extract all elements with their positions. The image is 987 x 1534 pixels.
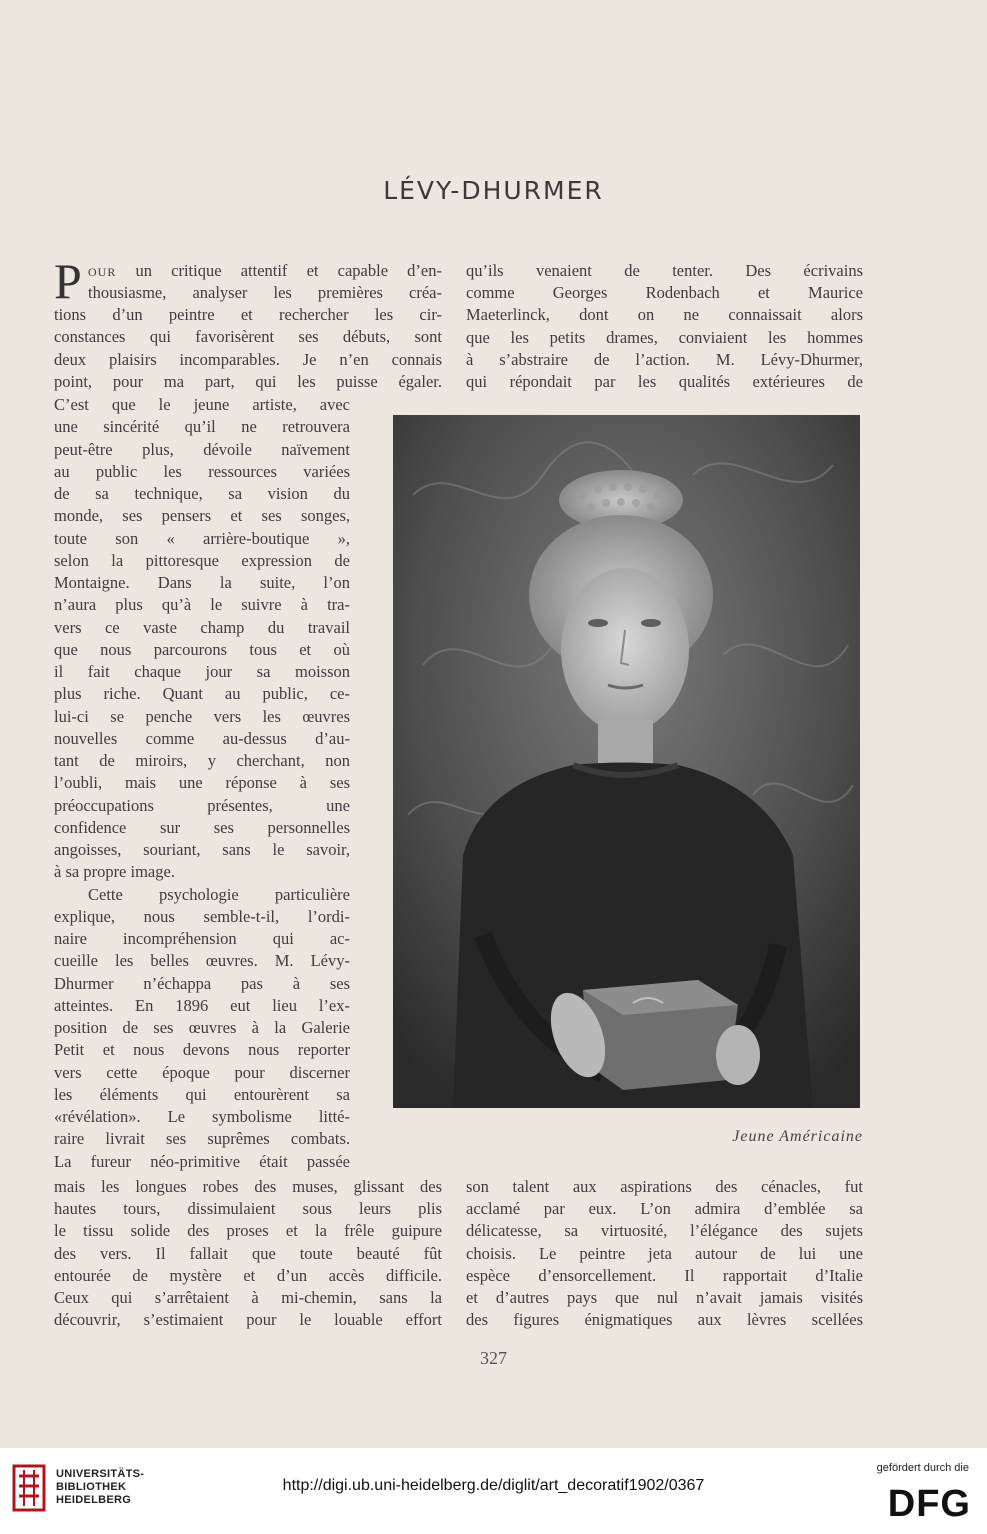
text-line: n’aura plus qu’à le suivre à tra-: [54, 595, 350, 615]
funded-by-label: gefördert durch die: [876, 1462, 969, 1474]
drop-cap: P: [54, 253, 82, 309]
text-line: La fureur néo-primitive était passée: [54, 1151, 350, 1171]
text-line: espèce d’ensorcellement. Il rapportait d’Italie: [466, 1265, 863, 1285]
text-line: au public les ressources variées: [54, 461, 350, 481]
first-line: our un critique attentif et capable d’en-: [88, 261, 442, 280]
text-line: entourée de mystère et d’un accès difficile.: [54, 1265, 442, 1285]
text-line: nouvelles comme au-dessus d’au-: [54, 728, 350, 748]
text-line: son talent aux aspirations des cénacles, fut: [466, 1177, 863, 1196]
text-line: position de ses œuvres à la Galerie: [54, 1018, 350, 1037]
text-line: Petit et nous devons nous reporter: [54, 1040, 350, 1060]
text-line: explique, nous semble-t-il, l’ordi-: [54, 906, 350, 926]
text-line: naire incompréhension qui ac-: [54, 929, 350, 948]
text-line: choisis. Le peintre jeta autour de lui une: [466, 1243, 863, 1263]
source-url-link[interactable]: http://digi.ub.uni-heidelberg.de/diglit/art_decoratif1902/0367: [282, 1477, 705, 1494]
text-line: deux plaisirs incomparables. Je n’en connais: [54, 349, 442, 369]
text-line: atteintes. En 1896 eut lieu l’ex-: [54, 995, 350, 1015]
text-line: Maeterlinck, dont on ne connaissait alors: [466, 305, 863, 325]
text-line: thousiasme, analyser les premières créa-: [88, 283, 442, 302]
portrait-image: [393, 415, 860, 1108]
text-line: Ceux qui s’arrêtaient à mi-chemin, sans la: [54, 1288, 442, 1307]
text-line: selon la pittoresque expression de: [54, 550, 350, 570]
text-line: que les petits drames, conviaient les hommes: [466, 327, 863, 347]
text-line: de sa technique, sa vision du: [54, 484, 350, 503]
text-line: comme Georges Rodenbach et Maurice: [466, 283, 863, 303]
text-line: hautes tours, dissimulaient sous leurs plis: [54, 1199, 442, 1219]
page-number: 327: [480, 1348, 507, 1368]
text-line: toute son « arrière-boutique »,: [54, 528, 350, 548]
text-line: qu’ils venaient de tenter. Des écrivains: [466, 261, 863, 280]
text-line: angoisses, souriant, sans le savoir,: [54, 840, 350, 859]
text-line: acclamé par eux. L’on admira d’emblée sa: [466, 1199, 863, 1219]
text-line: qui répondait par les qualités extérieures de: [466, 372, 863, 391]
text-line: des vers. Il fallait que toute beauté fût: [54, 1243, 442, 1263]
text-line: lui-ci se penche vers les œuvres: [54, 706, 350, 726]
text-line: à sa propre image.: [54, 862, 175, 882]
text-line: des figures énigmatiques aux lèvres scellées: [466, 1310, 863, 1330]
text-line: l’oubli, mais une réponse à ses: [54, 773, 350, 793]
text-line: C’est que le jeune artiste, avec: [54, 395, 350, 414]
text-line: et d’autres pays que nul n’avait jamais visités: [466, 1288, 863, 1307]
text-line: tant de miroirs, y cherchant, non: [54, 751, 350, 770]
text-line: peut-être plus, dévoile naïvement: [54, 439, 350, 459]
figure-caption: Jeune Américaine: [732, 1128, 863, 1145]
text-line: une sincérité qu’il ne retrouvera: [54, 417, 350, 437]
text-line: il fait chaque jour sa moisson: [54, 662, 350, 681]
portrait-figure: [393, 415, 860, 1108]
text-line: monde, ses pensers et ses songes,: [54, 506, 350, 526]
text-line: constances qui favorisèrent ses débuts, sont: [54, 327, 442, 347]
text-line: raire livrait ses suprêmes combats.: [54, 1129, 350, 1149]
text-line: les éléments qui entourèrent sa: [54, 1084, 350, 1104]
text-line: Cette psychologie particulière: [88, 884, 350, 904]
text-line: le tissu solide des proses et la frêle guipure: [54, 1221, 442, 1241]
text-line: à s’abstraire de l’action. M. Lévy-Dhurmer,: [466, 349, 863, 369]
text-line: plus riche. Quant au public, ce-: [54, 684, 350, 704]
dfg-logo: DFG: [887, 1483, 971, 1525]
text-line: tions d’un peintre et rechercher les cir-: [54, 305, 442, 325]
text-line: Dhurmer n’échappa pas à ses: [54, 973, 350, 993]
text-line: découvrir, s’estimaient pour le louable effort: [54, 1310, 442, 1330]
digitization-footer: [0, 1448, 987, 1534]
text-line: cueille les belles œuvres. M. Lévy-: [54, 951, 350, 971]
text-line: délicatesse, sa virtuosité, l’élégance des sujets: [466, 1221, 863, 1241]
text-line: Montaigne. Dans la suite, l’on: [54, 573, 350, 592]
text-line: préoccupations présentes, une: [54, 795, 350, 815]
text-line: que nous parcourons tous et où: [54, 639, 350, 659]
article-title: LÉVY-DHURMER: [383, 176, 604, 205]
text-line: mais les longues robes des muses, glissant des: [54, 1177, 442, 1196]
text-line: vers ce vaste champ du travail: [54, 617, 350, 637]
institution-name: UNIVERSITÄTS- BIBLIOTHEK HEIDELBERG: [56, 1468, 145, 1506]
text-line: vers cette époque pour discerner: [54, 1062, 350, 1082]
text-line: point, pour ma part, qui les puisse égaler.: [54, 371, 442, 391]
text-line: confidence sur ses personnelles: [54, 817, 350, 837]
text-line: «révélation». Le symbolisme litté-: [54, 1107, 350, 1126]
